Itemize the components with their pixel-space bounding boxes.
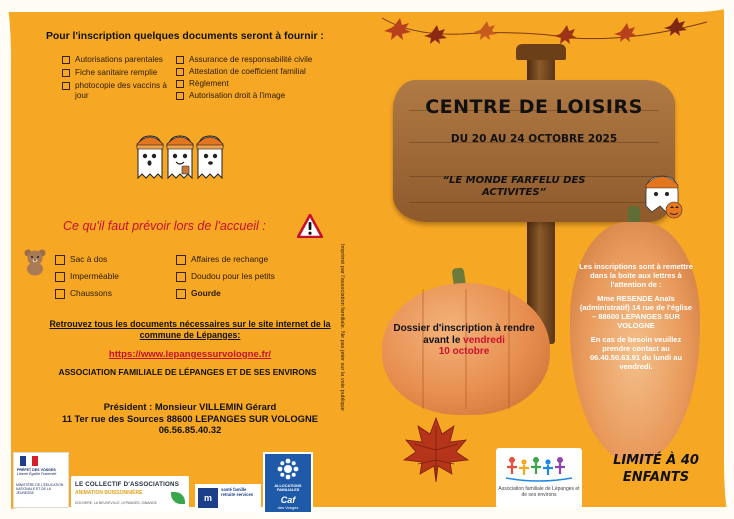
documents-title: Pour l'inscription quelques documents seront à fournir : — [46, 31, 324, 42]
checkbox[interactable] — [176, 80, 184, 88]
leaf-icon — [171, 492, 185, 504]
prefet-motto: Liberté Égalité Fraternité — [17, 472, 57, 477]
caf-logo — [263, 452, 313, 514]
ghost-icon — [197, 136, 223, 178]
paper-edge-right — [724, 0, 734, 519]
print-notice — [339, 244, 351, 494]
accueil-item — [55, 254, 119, 265]
document-item — [176, 67, 351, 77]
website-link[interactable]: https://www.lepangessurvologne.fr/ — [108, 349, 272, 360]
checkbox[interactable] — [176, 289, 186, 299]
ministere-text: MINISTÈRE DE L'ÉDUCATION NATIONALE ET DE LA JEUNESSE — [16, 483, 64, 495]
document-label: Attestation de coefficient familial — [189, 67, 306, 76]
accueil-label: Imperméable — [70, 271, 119, 281]
sante-text: santé famille retraite services — [221, 487, 254, 497]
document-item — [62, 68, 172, 78]
document-label: photocopie des vaccins à jour — [75, 81, 167, 100]
sign-theme: “LE MONDE FARFELU DES ACTIVITES” — [442, 175, 586, 198]
teddy-bear-icon — [22, 248, 48, 276]
document-label: Autorisation droit à l'image — [189, 91, 286, 100]
capacity-limit: LIMITÉ À 40 ENFANTS — [613, 453, 699, 485]
caf-emblem-icon — [276, 457, 300, 481]
sign-dates: DU 20 AU 24 OCTOBRE 2025 — [450, 133, 618, 145]
checkbox[interactable] — [55, 255, 65, 265]
checkbox[interactable] — [62, 69, 70, 77]
document-item — [62, 55, 172, 65]
autumn-leaf-icon — [614, 23, 637, 42]
checkbox[interactable] — [176, 255, 186, 265]
accueil-label: Gourde — [191, 288, 221, 298]
accueil-list-1 — [55, 254, 119, 299]
president-phone: 06.56.85.40.32 — [158, 424, 222, 435]
paper-edge-top — [0, 0, 734, 12]
president-contact — [40, 401, 340, 436]
accueil-label: Chaussons — [70, 288, 112, 298]
accueil-label: Sac à dos — [70, 254, 108, 264]
association-logo-caption: Association familiale de Lépanges et de ses environs — [498, 486, 580, 498]
dossier-deadline — [384, 323, 544, 358]
collectif-logo — [71, 476, 189, 511]
document-label: Assurance de responsabilité civile — [189, 55, 313, 64]
document-label: Fiche sanitaire remplie — [75, 68, 158, 77]
accueil-title: Ce qu'il faut prévoir lors de l'accueil : — [63, 219, 266, 233]
inscription-contact: Mme RESENDE Anaïs (administratif) 14 rue de l'église – 88600 LEPANGES SUR VOLOGNE — [579, 294, 693, 330]
document-item — [176, 91, 351, 101]
document-item — [62, 81, 172, 101]
prefet-title: PRÉFET DES VOSGES — [17, 468, 56, 472]
print-notice-text: Imprimé par l'association familiale. Ne pas jeter sur la voie publique — [339, 244, 345, 411]
ghost-pumpkin-icon — [640, 170, 686, 220]
checkbox[interactable] — [55, 272, 65, 282]
collectif-title: LE COLLECTIF D'ASSOCIATIONS — [75, 481, 180, 488]
inscription-info — [577, 262, 695, 371]
accueil-label: Doudou pour les petits — [191, 271, 275, 281]
people-chain-icon — [504, 454, 574, 482]
checkbox[interactable] — [176, 92, 184, 100]
autumn-leaf-icon — [554, 25, 577, 44]
collectif-subtitle: ANIMATION BUISSONNIÈRE — [75, 490, 143, 496]
prefet-logo — [13, 452, 69, 508]
document-item — [176, 79, 351, 89]
accueil-label: Affaires de rechange — [191, 254, 269, 264]
document-label: Règlement — [189, 79, 229, 88]
caf-dept: des Vosges — [277, 505, 299, 510]
association-name: ASSOCIATION FAMILIALE DE LÉPANGES ET DE SES ENVIRONS — [58, 367, 317, 377]
caf-alloc-text: ALLOCATIONS FAMILIALES — [274, 484, 302, 493]
documents-list-1 — [62, 55, 172, 101]
paper-edge-left — [0, 0, 11, 519]
checkbox[interactable] — [62, 56, 70, 64]
dossier-date: 10 octobre — [438, 346, 490, 357]
accueil-item — [176, 271, 275, 282]
checkbox[interactable] — [55, 289, 65, 299]
site-instructions: Retrouvez tous les documents nécessaires sur le site internet de la commune de Lépanges: — [49, 319, 331, 340]
sign-title: CENTRE DE LOISIRS — [425, 96, 643, 118]
accueil-item — [55, 271, 119, 282]
sante-mark: m — [198, 488, 218, 508]
maple-leaf-icon — [400, 414, 472, 484]
president-name: Président : Monsieur VILLEMIN Gérard — [103, 401, 277, 412]
ghosts-icon — [132, 128, 228, 184]
documents-list-2 — [176, 55, 351, 101]
inscription-help: En cas de besoin veuillez prendre contact au 06.40.50.63.91 du lundi au vendredi. — [589, 335, 683, 371]
autumn-leaf-icon — [474, 21, 497, 40]
caf-name: Caf — [280, 495, 296, 505]
wooden-post-cap — [516, 44, 566, 60]
accueil-item — [55, 288, 119, 299]
sante-logo — [195, 484, 261, 512]
flag-icon — [20, 456, 38, 466]
collectif-villages: DOCHERE, LA NEUVEVILLE, LEPANGES, DINANGE — [75, 501, 157, 505]
checkbox[interactable] — [176, 68, 184, 76]
ghost-icon — [137, 136, 163, 178]
ghost-icon — [167, 136, 193, 178]
document-label: Autorisations parentales — [75, 55, 163, 64]
accueil-list-2 — [176, 254, 275, 299]
document-item — [176, 55, 351, 65]
accueil-item — [176, 288, 275, 299]
jack-o-lantern-icon — [666, 202, 682, 218]
autumn-leaf-icon — [664, 17, 687, 36]
checkbox[interactable] — [176, 272, 186, 282]
accueil-item — [176, 254, 275, 265]
checkbox[interactable] — [62, 82, 70, 90]
dossier-day: vendredi — [463, 334, 505, 346]
dossier-text: Dossier d'inscription à rendre avant le — [393, 323, 535, 346]
president-address: 11 Ter rue des Sources 88600 LEPANGES SUR VOLOGNE — [62, 412, 318, 424]
warning-icon — [297, 214, 323, 238]
association-logo — [496, 448, 582, 508]
inscription-intro: Les inscriptions sont à remettre dans la boite aux lettres à l'attention de : — [579, 262, 693, 289]
checkbox[interactable] — [176, 56, 184, 64]
